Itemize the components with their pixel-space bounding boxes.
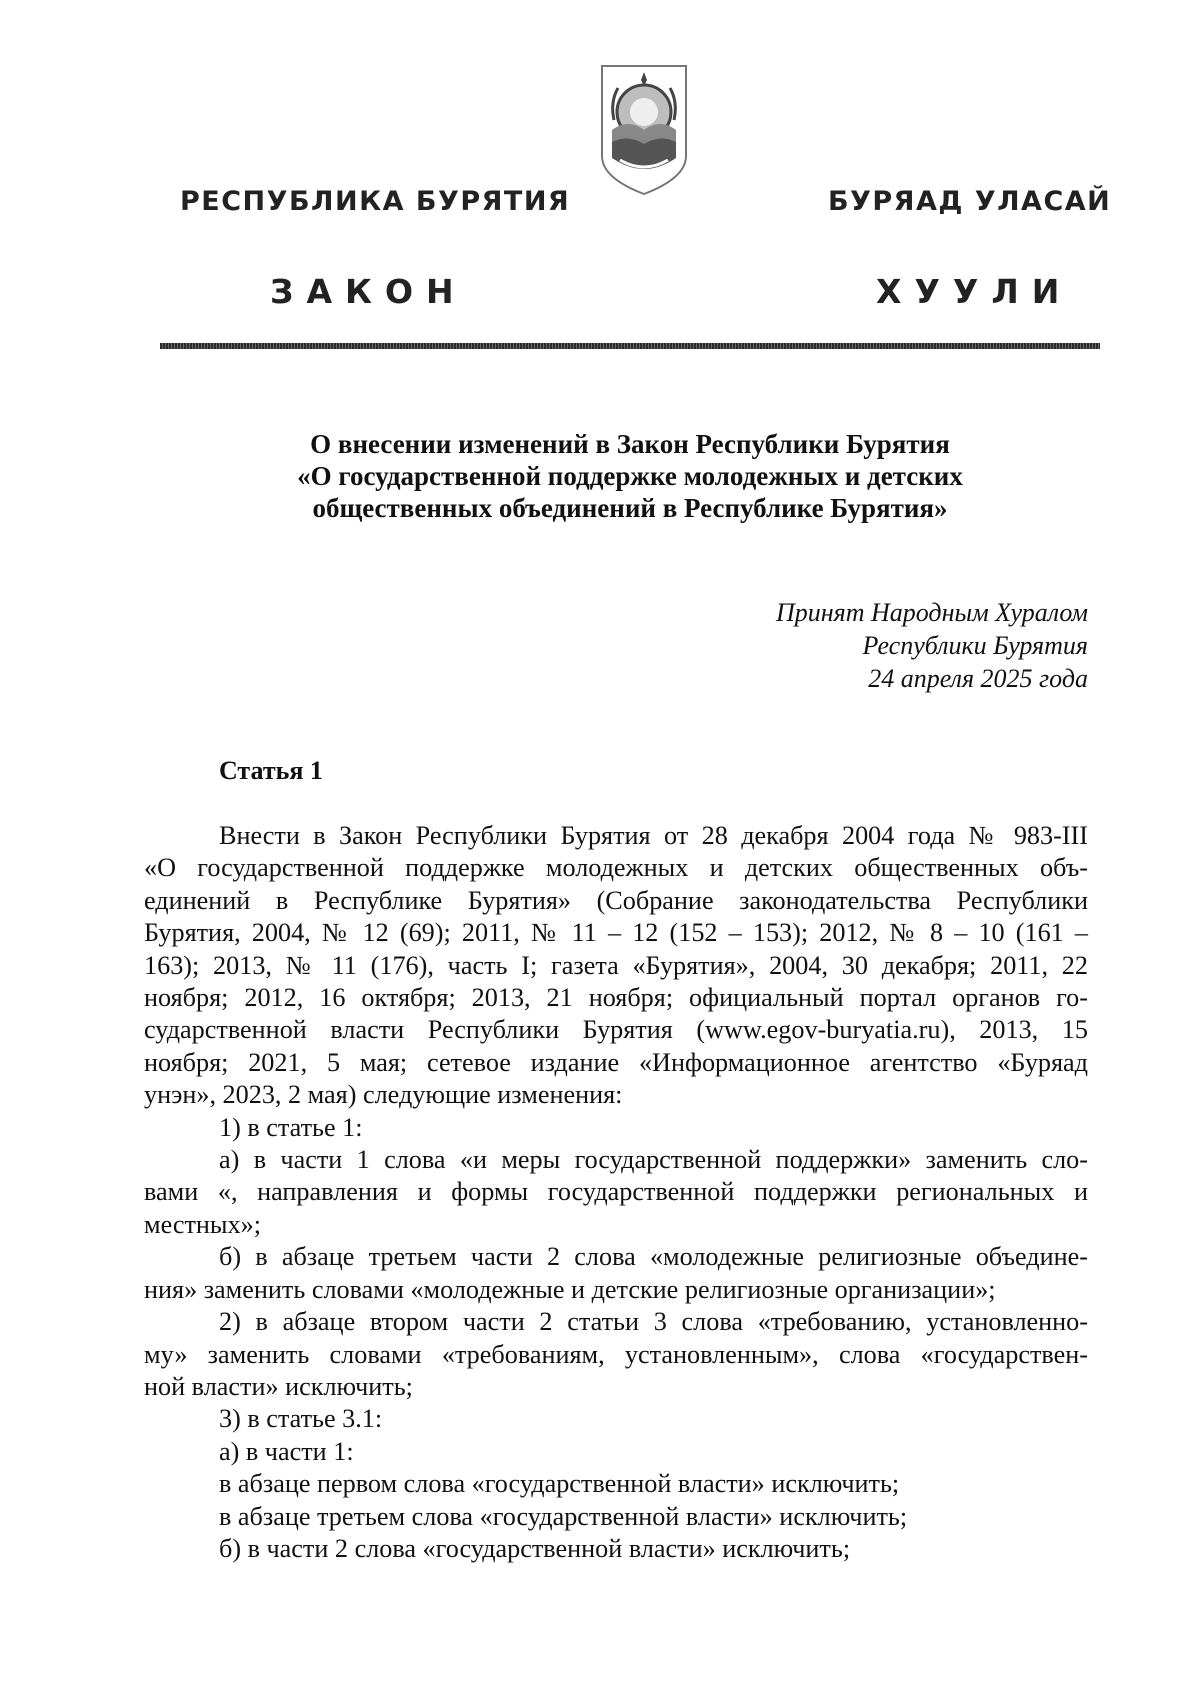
- body-line: местных»;: [144, 1209, 261, 1239]
- body-line: ноября; 2012, 16 октября; 2013, 21 ноября; официальный портал органов го-: [144, 983, 1088, 1013]
- article-heading: Статья 1: [219, 756, 323, 785]
- body-line: Бурятия, 2004, № 12 (69); 2011, № 11 – 12 (152 – 153); 2012, № 8 – 10 (161 –: [144, 918, 1088, 948]
- body-line: а) в части 1:: [219, 1436, 354, 1466]
- body-line: унэн», 2023, 2 мая) следующие изменения:: [144, 1080, 623, 1110]
- body-line: б) в части 2 слова «государственной власти» исключить;: [219, 1533, 851, 1563]
- body-line: ния» заменить словами «молодежные и детские религиозные организации»;: [144, 1274, 996, 1304]
- header-divider: [160, 343, 1100, 349]
- body-line: единений в Республике Бурятия» (Собрание законодательства Республики: [144, 885, 1088, 915]
- body-line: 3) в статье 3.1:: [219, 1404, 383, 1434]
- coat-of-arms-icon: [598, 60, 690, 200]
- body-line: сударственной власти Республики Бурятия (www.egov-buryatia.ru), 2013, 15: [144, 1015, 1088, 1045]
- body-line: 163); 2013, № 11 (176), часть I; газета «Бурятия», 2004, 30 декабря; 2011, 22: [144, 950, 1088, 980]
- document-title: [150, 428, 1110, 524]
- body-line: в абзаце первом слова «государственной власти» исключить;: [219, 1469, 900, 1499]
- body-line: ноября; 2021, 5 мая; сетевое издание «Информационное агентство «Буряад: [144, 1047, 1088, 1077]
- title-line: общественных объединений в Республике Бурятия»: [312, 493, 948, 523]
- state-name-buryat: БУРЯАД УЛАСАЙ: [828, 186, 1112, 217]
- adoption-line: Принят Народным Хуралом: [775, 598, 1088, 627]
- body-line: б) в абзаце третьем части 2 слова «молодежные религиозные объедине-: [219, 1242, 1088, 1272]
- body-line: вами «, направления и формы государственной поддержки региональных и: [144, 1177, 1088, 1207]
- body-line: 1) в статье 1:: [219, 1112, 363, 1142]
- body-line: в абзаце третьем слова «государственной власти» исключить;: [219, 1501, 908, 1531]
- document-type-russian: ЗАКОН: [270, 272, 467, 311]
- body-line: а) в части 1 слова «и меры государственной поддержки» заменить сло-: [219, 1145, 1088, 1175]
- body-line: Внести в Закон Республики Бурятия от 28 декабря 2004 года № 983-III: [219, 821, 1088, 850]
- title-line: О внесении изменений в Закон Республики Бурятия: [310, 429, 950, 459]
- adoption-note: [776, 596, 1088, 695]
- adoption-line: Республики Бурятия: [862, 631, 1088, 660]
- body-line: ной власти» исключить;: [144, 1371, 413, 1401]
- document-type-buryat: ХУУЛИ: [876, 272, 1073, 311]
- adoption-date: 24 апреля 2025 года: [868, 664, 1088, 693]
- body-line: 2) в абзаце втором части 2 статьи 3 слова «требованию, установленно-: [219, 1307, 1088, 1337]
- body-line: «О государственной поддержке молодежных и детских общественных объ-: [144, 853, 1088, 883]
- state-name-russian: РЕСПУБЛИКА БУРЯТИЯ: [180, 186, 571, 217]
- body-line: му» заменить словами «требованиям, установленным», слова «государствен-: [144, 1339, 1088, 1369]
- title-line: «О государственной поддержке молодежных и детских: [297, 461, 963, 491]
- article-body: [144, 820, 1088, 1565]
